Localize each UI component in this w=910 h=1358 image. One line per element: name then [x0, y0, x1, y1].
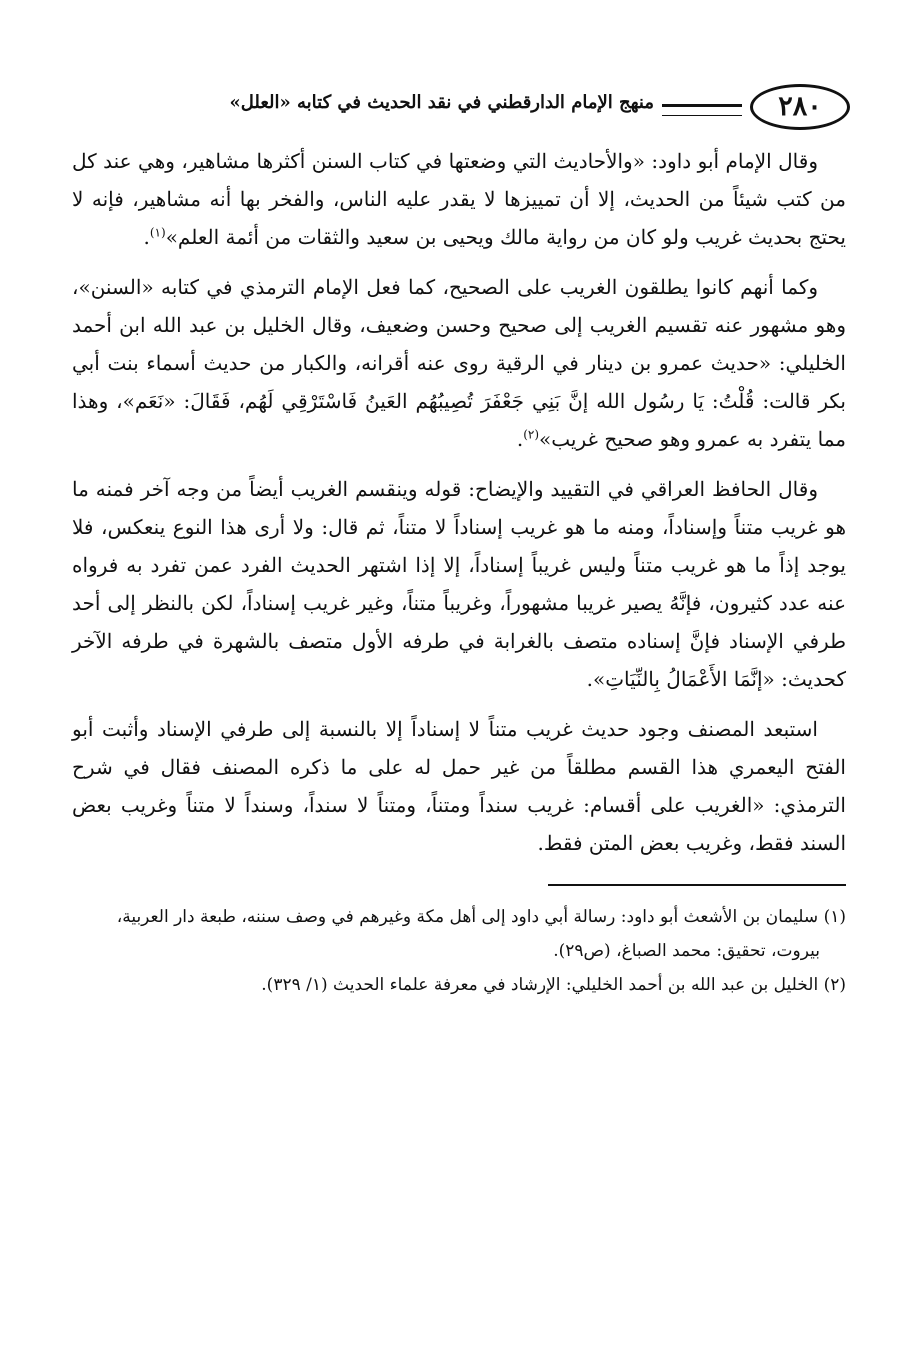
footnote-2: (٢) الخليل بن عبد الله بن أحمد الخليلي: الإرشاد في معرفة علماء الحديث (١/ ٣٢٩). — [261, 975, 846, 995]
paragraph-3 — [72, 470, 846, 698]
paragraph-4-text: استبعد المصنف وجود حديث غريب متناً لا إسناداً إلا بالنسبة إلى طرفي الإسناد وأثبت أبو الفتح اليعمري هذا القسم مطلقاً من غير حمل له على ما ذكره المصنف فقال في شرح الترمذي: «الغريب على أقسام: غريب سنداً ومتناً، ومتناً لا سنداً، وسنداً لا متناً وغريب بعض السند فقط، وغريب بعض المتن فقط. — [72, 717, 846, 855]
footnotes — [72, 900, 846, 1002]
footnote-1-continuation: بيروت، تحقيق: محمد الصباغ، (ص٢٩). — [553, 941, 820, 961]
paragraph-1 — [72, 142, 846, 256]
running-head-rule — [662, 104, 742, 116]
paragraph-4 — [72, 710, 846, 862]
footnote-1: (١) سليمان بن الأشعث أبو داود: رسالة أبي داود إلى أهل مكة وغيرهم في وصف سننه، طبعة دار العربية، — [116, 907, 846, 927]
main-text — [72, 142, 846, 862]
footnote-ref-2: (٢) — [523, 427, 540, 442]
running-head-title: منهج الإمام الدارقطني في نقد الحديث في كتابه «العلل» — [229, 92, 654, 113]
paragraph-2-text: وكما أنهم كانوا يطلقون الغريب على الصحيح، كما فعل الإمام الترمذي في كتابه «السنن»، وهو مشهور عنه تقسيم الغريب إلى صحيح وحسن وضعيف، وقال الخليل بن عبد الله ابن أحمد الخليلي: «حديث عمرو بن دينار في الرقية روى عنه أقرانه، والكبار من حديث أسماء بنت أبي بكر قالت: قُلْتُ: يَا رسُول الله إنَّ بَنِي جَعْفَرَ تُصِيبُهُم العَينُ فَاسْتَرْقِي لَهُم، فَقَالَ: «نَعَم»، وهذا مما يتفرد به عمرو وهو صحيح غريب» — [72, 275, 846, 451]
footnote-separator — [548, 884, 846, 886]
paragraph-3-text: وقال الحافظ العراقي في التقييد والإيضاح: قوله وينقسم الغريب أيضاً من وجه آخر فمنه ما هو غريب متناً وإسناداً، ومنه ما هو غريب إسناداً لا متناً، ثم قال: ولا أرى هذا النوع ينعكس، فلا يوجد إذاً ما هو غريب متناً وليس غريباً إسناداً، إلا إذا اشتهر الحديث الفرد عمن تفرد به فرواه عنه عدد كثيرون، فإنَّهُ يصير غريبا مشهوراً، وغريباً متناً، وغير غريب إسناداً، لكن بالنظر إلى أحد طرفي الإسناد فإنَّ إسناده متصف بالغرابة في طرفه الأول متصف بالشهرة في طرفه الآخر كحديث: «إنَّمَا الأَعْمَالُ بِالنِّيَاتِ». — [72, 477, 846, 691]
book-page — [72, 84, 846, 1002]
paragraph-1-tail: . — [143, 225, 150, 249]
page-number: ٢٨٠ — [750, 84, 850, 130]
footnote-ref-1: (١) — [149, 225, 166, 240]
paragraph-2-tail: . — [516, 427, 524, 451]
paragraph-2 — [72, 268, 846, 458]
paragraph-1-text: وقال الإمام أبو داود: «والأحاديث التي وضعتها في كتاب السنن أكثرها مشاهير، وهي عند كل من كتب شيئاً من الحديث، إلا أن تمييزها لا يقدر عليه الناس، والفخر بها أنه مشاهير، فإنه لا يحتج بحديث غريب ولو كان من رواية مالك ويحيى بن سعيد والثقات من أئمة العلم» — [72, 149, 846, 249]
running-head — [72, 84, 846, 142]
